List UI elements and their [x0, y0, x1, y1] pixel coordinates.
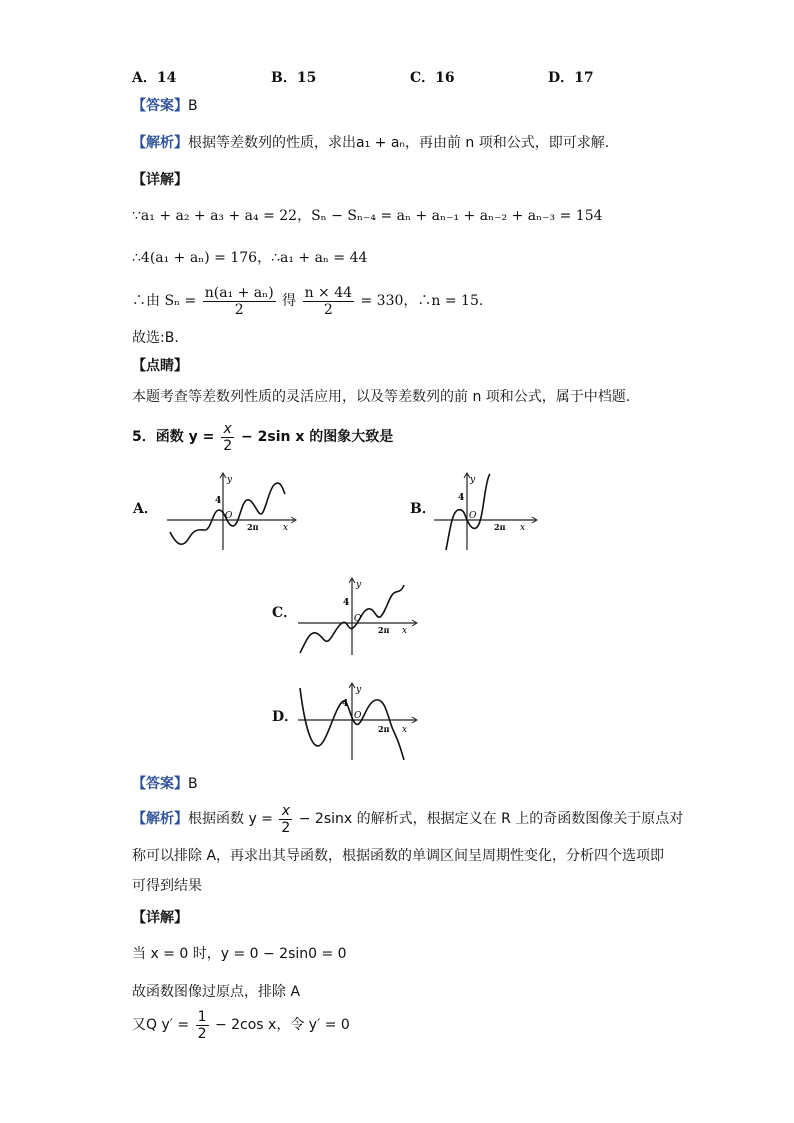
- graph-label-d: D．: [272, 709, 299, 725]
- x-label: x: [402, 725, 408, 735]
- eq3-prefix: ∴由 Sₙ =: [132, 293, 197, 309]
- fraction-numerator: x: [279, 803, 292, 820]
- q5-detail-line-1: 当 x = 0 时，y = 0 − 2sin0 = 0: [132, 946, 347, 962]
- y-label: y: [470, 475, 476, 485]
- graph-label-a: A．: [133, 501, 158, 517]
- fraction-half: [196, 1009, 209, 1042]
- q5-answer-line: [132, 774, 198, 794]
- eq3-suffix: = 330，∴n = 15.: [360, 293, 484, 309]
- q4-analysis-line: [132, 133, 609, 153]
- graph-b: [432, 470, 542, 552]
- q5-stem-prefix: 5．函数 y =: [132, 429, 215, 445]
- q5-detail-line-2: 故函数图像过原点，排除 A: [132, 984, 301, 1000]
- graph-d: [296, 680, 421, 762]
- option-b: B．15: [271, 70, 317, 86]
- origin-label: O: [354, 614, 362, 624]
- origin-label: O: [225, 511, 233, 521]
- fraction-numerator: n × 44: [304, 284, 353, 301]
- fraction-numerator: 1: [197, 1008, 207, 1025]
- x-label: x: [402, 626, 408, 636]
- tick-2pi: 2π: [378, 724, 390, 734]
- graph-a: [165, 470, 300, 552]
- answer-tag: 【答案】: [132, 98, 188, 114]
- q4-answer-line: [132, 96, 198, 116]
- tick-2pi: 2π: [247, 522, 259, 532]
- option-c: C．16: [410, 70, 455, 86]
- tick-4: 4: [343, 598, 350, 608]
- x-label: x: [520, 523, 526, 533]
- fraction-n44: [303, 285, 354, 318]
- graph-label-c: C．: [272, 605, 298, 621]
- q5-detail-tag: 【详解】: [132, 910, 188, 926]
- graph-c: [296, 575, 421, 657]
- fraction-denominator: 2: [197, 1025, 207, 1042]
- fraction-numerator: x: [221, 421, 234, 438]
- tick-4: 4: [458, 493, 465, 503]
- q4-comment-tag: 【点睛】: [132, 358, 188, 374]
- y-label: y: [227, 475, 233, 485]
- answer-value: B: [188, 98, 198, 114]
- origin-label: O: [469, 511, 477, 521]
- q5-analysis-line-3: 可得到结果: [132, 878, 202, 894]
- y-label: y: [356, 580, 362, 590]
- q4-equation-3: [132, 282, 483, 320]
- fraction-denominator: 2: [223, 437, 233, 454]
- tick-2pi: 2π: [378, 625, 390, 635]
- fraction-x2: [221, 421, 234, 454]
- option-a: A．14: [132, 70, 177, 86]
- origin-label: O: [354, 711, 362, 721]
- tick-2pi: 2π: [494, 522, 506, 532]
- fraction-sn: [203, 285, 276, 318]
- q5-stem-suffix: − 2sin x 的图象大致是: [241, 429, 394, 445]
- fraction-denominator: 2: [234, 301, 244, 318]
- fraction-denominator: 2: [323, 301, 333, 318]
- analysis-text: 根据等差数列的性质，求出a₁ + aₙ，再由前 n 项和公式，即可求解.: [188, 135, 610, 151]
- analysis-tag: 【解析】: [132, 811, 188, 827]
- q4-detail-tag: 【详解】: [132, 172, 188, 188]
- y-label: y: [356, 685, 362, 695]
- tick-4: 4: [342, 699, 349, 709]
- analysis-suffix: − 2sinx 的解析式，根据定义在 R 上的奇函数图像关于原点对: [298, 811, 684, 827]
- tick-4: 4: [215, 496, 222, 506]
- q5-stem: [132, 418, 393, 456]
- q4-choose: 故选:B.: [132, 330, 179, 346]
- detail-suffix: − 2cos x，令 y′ = 0: [214, 1017, 350, 1033]
- x-label: x: [283, 523, 289, 533]
- q5-detail-line-3: [132, 1006, 350, 1044]
- graph-label-b: B．: [410, 501, 436, 517]
- q4-comment-text: 本题考查等差数列性质的灵活应用，以及等差数列的前 n 项和公式，属于中档题.: [132, 389, 631, 405]
- answer-value: B: [188, 776, 198, 792]
- q5-analysis-line-2: 称可以排除 A，再求出其导函数，根据函数的单调区间呈周期性变化，分析四个选项即: [132, 848, 665, 864]
- fraction-denominator: 2: [281, 819, 291, 836]
- curve: [446, 474, 490, 550]
- q4-equation-1: ∵a₁ + a₂ + a₃ + a₄ = 22，Sₙ − Sₙ₋₄ = aₙ + aₙ₋₁ + aₙ₋₂ + aₙ₋₃ = 154: [132, 208, 603, 224]
- analysis-prefix: 根据函数 y =: [188, 811, 273, 827]
- q5-analysis-line-1: [132, 800, 683, 838]
- fraction-numerator: n(a₁ + aₙ): [204, 284, 274, 301]
- detail-prefix: 又Q y′ =: [132, 1017, 190, 1033]
- analysis-tag: 【解析】: [132, 135, 188, 151]
- fraction-x2: [279, 803, 292, 836]
- eq3-de: 得: [282, 293, 297, 309]
- answer-tag: 【答案】: [132, 776, 188, 792]
- q4-equation-2: ∴4(a₁ + aₙ) = 176，∴a₁ + aₙ = 44: [132, 250, 368, 266]
- option-d: D．17: [548, 70, 594, 86]
